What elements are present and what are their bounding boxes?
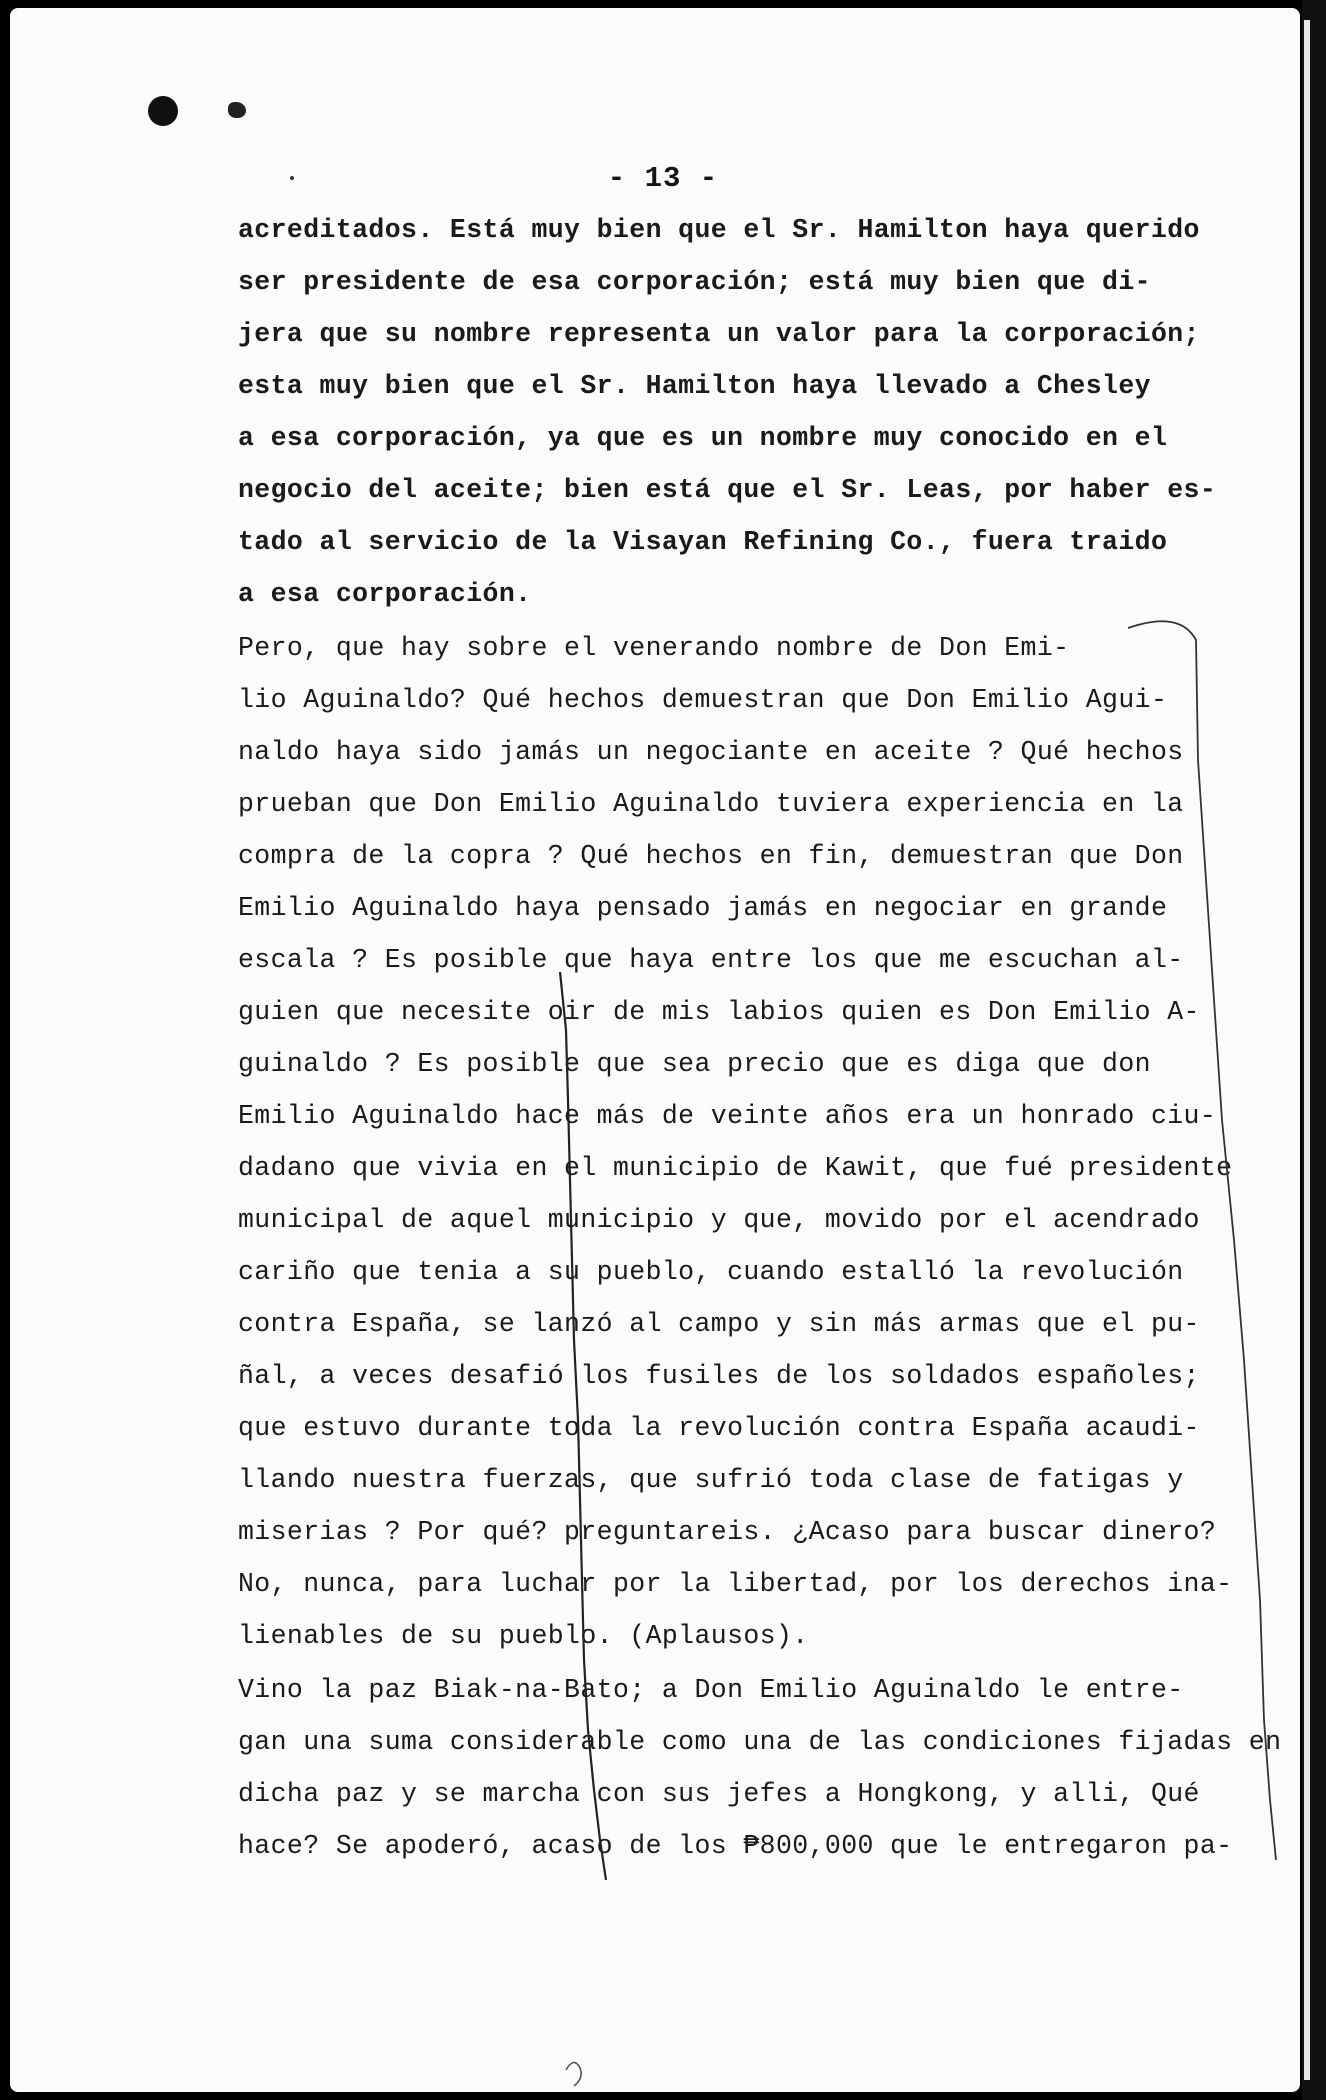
text-line: dicha paz y se marcha con sus jefes a Hongkong, y alli, Qué: [238, 1779, 1200, 1809]
text-line: Emilio Aguinaldo haya pensado jamás en negociar en grande: [238, 893, 1168, 923]
text-line: dadano que vivia en el municipio de Kawit, que fué presidente: [238, 1153, 1233, 1183]
text-line: a esa corporación.: [238, 579, 532, 609]
text-line: miserias ? Por qué? preguntareis. ¿Acaso para buscar dinero?: [238, 1517, 1217, 1547]
text-line: Vino la paz Biak-na-Bato; a Don Emilio Aguinaldo le entre-: [238, 1675, 1184, 1705]
text-line: Pero, que hay sobre el venerando nombre de Don Emi-: [238, 633, 1070, 663]
text-line: negocio del aceite; bien está que el Sr. Leas, por haber es-: [238, 475, 1217, 505]
text-line: ser presidente de esa corporación; está muy bien que di-: [238, 267, 1151, 297]
text-line: Emilio Aguinaldo hace más de veinte años era un honrado ciu-: [238, 1101, 1217, 1131]
text-line: llando nuestra fuerzas, que sufrió toda clase de fatigas y: [238, 1465, 1184, 1495]
text-line: cariño que tenia a su pueblo, cuando estalló la revolución: [238, 1257, 1184, 1287]
page-number: - 13 -: [607, 162, 719, 195]
text-line: que estuvo durante toda la revolución contra España acaudi-: [238, 1413, 1200, 1443]
text-line: jera que su nombre representa un valor para la corporación;: [238, 319, 1200, 349]
text-line: guinaldo ? Es posible que sea precio que es diga que don: [238, 1049, 1151, 1079]
text-line: esta muy bien que el Sr. Hamilton haya llevado a Chesley: [238, 371, 1151, 401]
text-line: contra España, se lanzó al campo y sin más armas que el pu-: [238, 1309, 1200, 1339]
text-line: lienables de su pueblo. (Aplausos).: [238, 1621, 809, 1651]
text-line: naldo haya sido jamás un negociante en aceite ? Qué hechos: [238, 737, 1184, 767]
text-line: No, nunca, para luchar por la libertad, por los derechos ina-: [238, 1569, 1233, 1599]
text-line: municipal de aquel municipio y que, movido por el acendrado: [238, 1205, 1200, 1235]
text-line: a esa corporación, ya que es un nombre muy conocido en el: [238, 423, 1168, 453]
text-line: escala ? Es posible que haya entre los que me escuchan al-: [238, 945, 1184, 975]
text-line: ñal, a veces desafió los fusiles de los soldados españoles;: [238, 1361, 1200, 1391]
text-line: guien que necesite oir de mis labios quien es Don Emilio A-: [238, 997, 1200, 1027]
text-line: acreditados. Está muy bien que el Sr. Hamilton haya querido: [238, 215, 1200, 245]
text-line: hace? Se apoderó, acaso de los ₱800,000 que le entregaron pa-: [238, 1831, 1233, 1861]
text-line: lio Aguinaldo? Qué hechos demuestran que Don Emilio Agui-: [238, 685, 1168, 715]
text-line: compra de la copra ? Qué hechos en fin, demuestran que Don: [238, 841, 1184, 871]
text-line: tado al servicio de la Visayan Refining Co., fuera traido: [238, 527, 1168, 557]
text-line: prueban que Don Emilio Aguinaldo tuviera experiencia en la: [238, 789, 1184, 819]
text-line: gan una suma considerable como una de las condiciones fijadas en: [238, 1727, 1282, 1757]
